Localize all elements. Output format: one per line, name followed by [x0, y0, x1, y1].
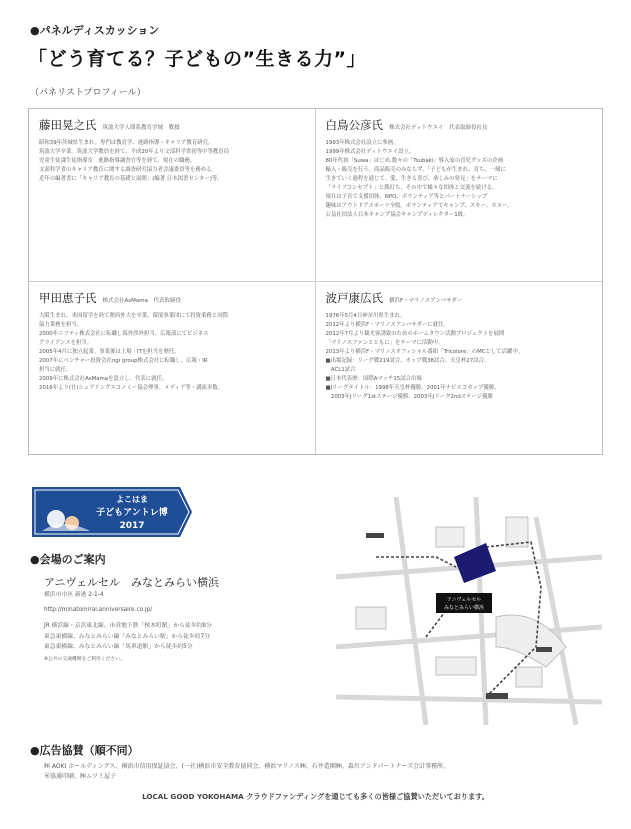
bio-line: 2000年ニフティ株式会社に転職し海外渉外担当、広報部にてビジネス: [39, 330, 209, 337]
bio-line: 輸入・販売を行う。商品販売のみならず、「子どもが生まれ、育ち、一緒に: [325, 167, 506, 173]
bio-line: 2009年に株式会社AsMamaを設立し、代表に就任。: [39, 375, 168, 382]
bio-line: ACL1試合: [325, 366, 356, 373]
venue-heading: ●会場のご案内: [30, 553, 106, 566]
access-line-1: JR 横浜線・京浜東北線、市営地下鉄「桜木町駅」から徒歩約8分: [44, 623, 212, 629]
event-banner: [32, 487, 192, 537]
panelist-name-text: 甲田恵子氏: [39, 290, 97, 305]
panelist-role: 株式会社ディトウエイ 代表取締役社長: [389, 125, 488, 131]
panelist-name-text: 藤田晃之氏: [39, 118, 97, 132]
bio-line: 担当に就任。: [39, 366, 72, 373]
panelist-card: [316, 109, 603, 282]
bio-line: 1993年株式会社設立に参画。: [325, 140, 399, 146]
bio-line: 大阪生まれ。米国留学を経て関西外大を卒業。環境事業団にて投資業務と国際: [39, 312, 228, 319]
bio-line: ■出場記録：リーグ戦219試合、カップ戦38試合、天皇杯27試合、: [325, 357, 490, 364]
bio-line: 「ライフコンセプト」と銘打ち、その中で様々な団体と交流を続ける。: [325, 185, 498, 191]
bio-line: 協力業務を担当。: [39, 321, 83, 328]
venue-url[interactable]: http://minatomirai.anniversaire.co.jp/: [44, 606, 153, 613]
bio-line: ■Jリーグタイトル：1998年天皇杯優勝、2001年ナビスコカップ優勝、: [325, 384, 500, 391]
panelist-bio: [39, 312, 305, 393]
bio-line: 2012年より横浜F・マリノスアンバサダーに就任。: [325, 321, 449, 328]
page-title: 「どう育てる？子どもの”生きる力”」: [28, 48, 366, 70]
bio-line: 文部科学省のキャリア教育に関する調査研究協力者会議委員等を務める。: [39, 167, 217, 173]
venue-map-label-1: アニヴェルセル: [446, 597, 482, 603]
venue-address: 横浜市中区 新港 2-1-4: [44, 592, 104, 598]
venue-details: [44, 590, 212, 665]
footer-note: LOCAL GOOD YOKOHAMA クラウドファンディングを通じても多くの皆様ご協賛いただいております。: [142, 792, 489, 801]
panelist-name: [326, 290, 593, 306]
panelist-card: [29, 109, 316, 282]
access-line-3: 東急東横線、みなとみらい線「馬車道駅」から徒歩約5分: [44, 644, 193, 650]
sponsor-list: [44, 762, 604, 782]
venue-note: ※公共の交通機関をご利用ください。: [44, 656, 125, 662]
bio-line: 公益社団法人日本キャンプ協会キャンプディレクター1級。: [325, 212, 469, 218]
panelist-name: [39, 290, 305, 306]
panelist-role: 横浜F・マリノスアンバサダー: [389, 297, 463, 304]
panelist-grid: [28, 108, 603, 455]
panelist-name: [39, 117, 305, 133]
bio-line: 1999年株式会社ディトウエイ設立。: [325, 149, 415, 155]
panelist-bio: [39, 139, 305, 184]
panelist-bio: [326, 312, 593, 402]
station-marker-3: [366, 533, 384, 538]
banner-line1: よこはま: [116, 495, 148, 504]
bio-line: 趣味はアウトドアスポーツ全般。ボランティアでキャンプ、スキー、カヌー。: [325, 203, 513, 209]
bio-line: 「マリノスファンとともに」をテーマに活動中。: [325, 339, 444, 346]
station-marker: [486, 693, 508, 699]
bio-line: 2012年7月より観光客誘致のためのホームタウン活動プロジェクトを展開: [325, 330, 505, 337]
bio-line: 現在は子育て支援団体、NPO、ボランティア等とパートナーシップ: [325, 194, 488, 200]
bio-line: ■日本代表歴：国際Aマッチ15試合出場: [325, 375, 422, 382]
sponsor-heading: ●広告協賛（順不同）: [30, 744, 139, 757]
panelist-role: 筑波大学人間系教育学域 教授: [102, 125, 180, 131]
bio-line: 2013年より横浜F・マリノスオフィシャル番組「Tricolore」のMCとして活躍中。: [325, 348, 524, 355]
sponsor-line-1: ㈱ AOKI ホールディングス、横浜市信用保証協会、(一社)横浜市安全教育協同会、横浜マリノス㈱、石井造園㈱、森川アンドパートナーズ会計事務所、: [44, 763, 450, 770]
panel-heading: ●パネルディスカッション: [30, 24, 160, 37]
bio-line: 児童生徒課生徒指導室 進路指導調査官等を経て、現在の職務。: [39, 158, 196, 164]
panelist-name-text: 波戸康広氏: [325, 290, 383, 305]
panelist-name: [326, 117, 593, 133]
bio-line: アライアンスを担当。: [39, 339, 93, 346]
bio-line: 80年代初「Suwa」はじめ,数々の「Tsubaki」導入家の育児グッズの企画: [325, 158, 504, 164]
access-map: [336, 497, 602, 725]
bio-line: 2005年4月に独立起業。事業後は上場・ITを担当を歴任。: [39, 348, 180, 355]
sponsor-line-2: 米協通印刷、㈱ムツミ屋子: [44, 773, 117, 780]
bio-line: 2003年Jリーグ1stステージ優勝、2003年Jリーグ2ndステージ優勝: [325, 393, 493, 400]
profile-label: （パネリストプロフィール）: [30, 88, 146, 98]
bio-line: 近年の編著書に「キャリア教育の基礎と展開」(編著 日本図書センター)等。: [39, 176, 223, 182]
panelist-bio: [326, 139, 593, 220]
bio-line: 筑波大学卒業。筑波大学教員を経て、平成20年より文部科学省初等中等教育局: [39, 149, 230, 155]
station-marker-2: [536, 647, 552, 652]
panelist-card: [29, 282, 316, 455]
bio-line: 1976年5月4日神奈川県生まれ。: [325, 312, 406, 319]
bio-line: 昭和39年茨城県生まれ。専門は教育学、進路指導・キャリア教育研究。: [39, 140, 214, 146]
panelist-name-text: 白鳥公彦氏: [325, 118, 383, 132]
bio-line: 生きていく過程を通じて、愛、生きる喜び、楽しみの発見」をテーマに: [325, 176, 498, 182]
bio-line: 2016年より(社)シェアリングエコノミー協会理事。メディア等・講演多数。: [39, 384, 224, 391]
panelist-card: [316, 282, 603, 455]
banner-line2: 子どもアントレ博: [96, 508, 168, 518]
banner-line3: 2017: [119, 521, 145, 531]
access-line-2: 東急東横線、みなとみらい線「みなとみらい駅」から徒歩約7分: [44, 633, 211, 640]
venue-map-label-2: みなとみらい横浜: [443, 605, 485, 611]
panelist-role: 株式会社AsMama 代表取締役: [102, 297, 181, 304]
venue-name: アニヴェルセル みなとみらい横浜: [44, 576, 220, 589]
bio-line: 2007年にベンチャー投資会社ngi group株式会社に転職し、広報・IR: [39, 357, 208, 364]
